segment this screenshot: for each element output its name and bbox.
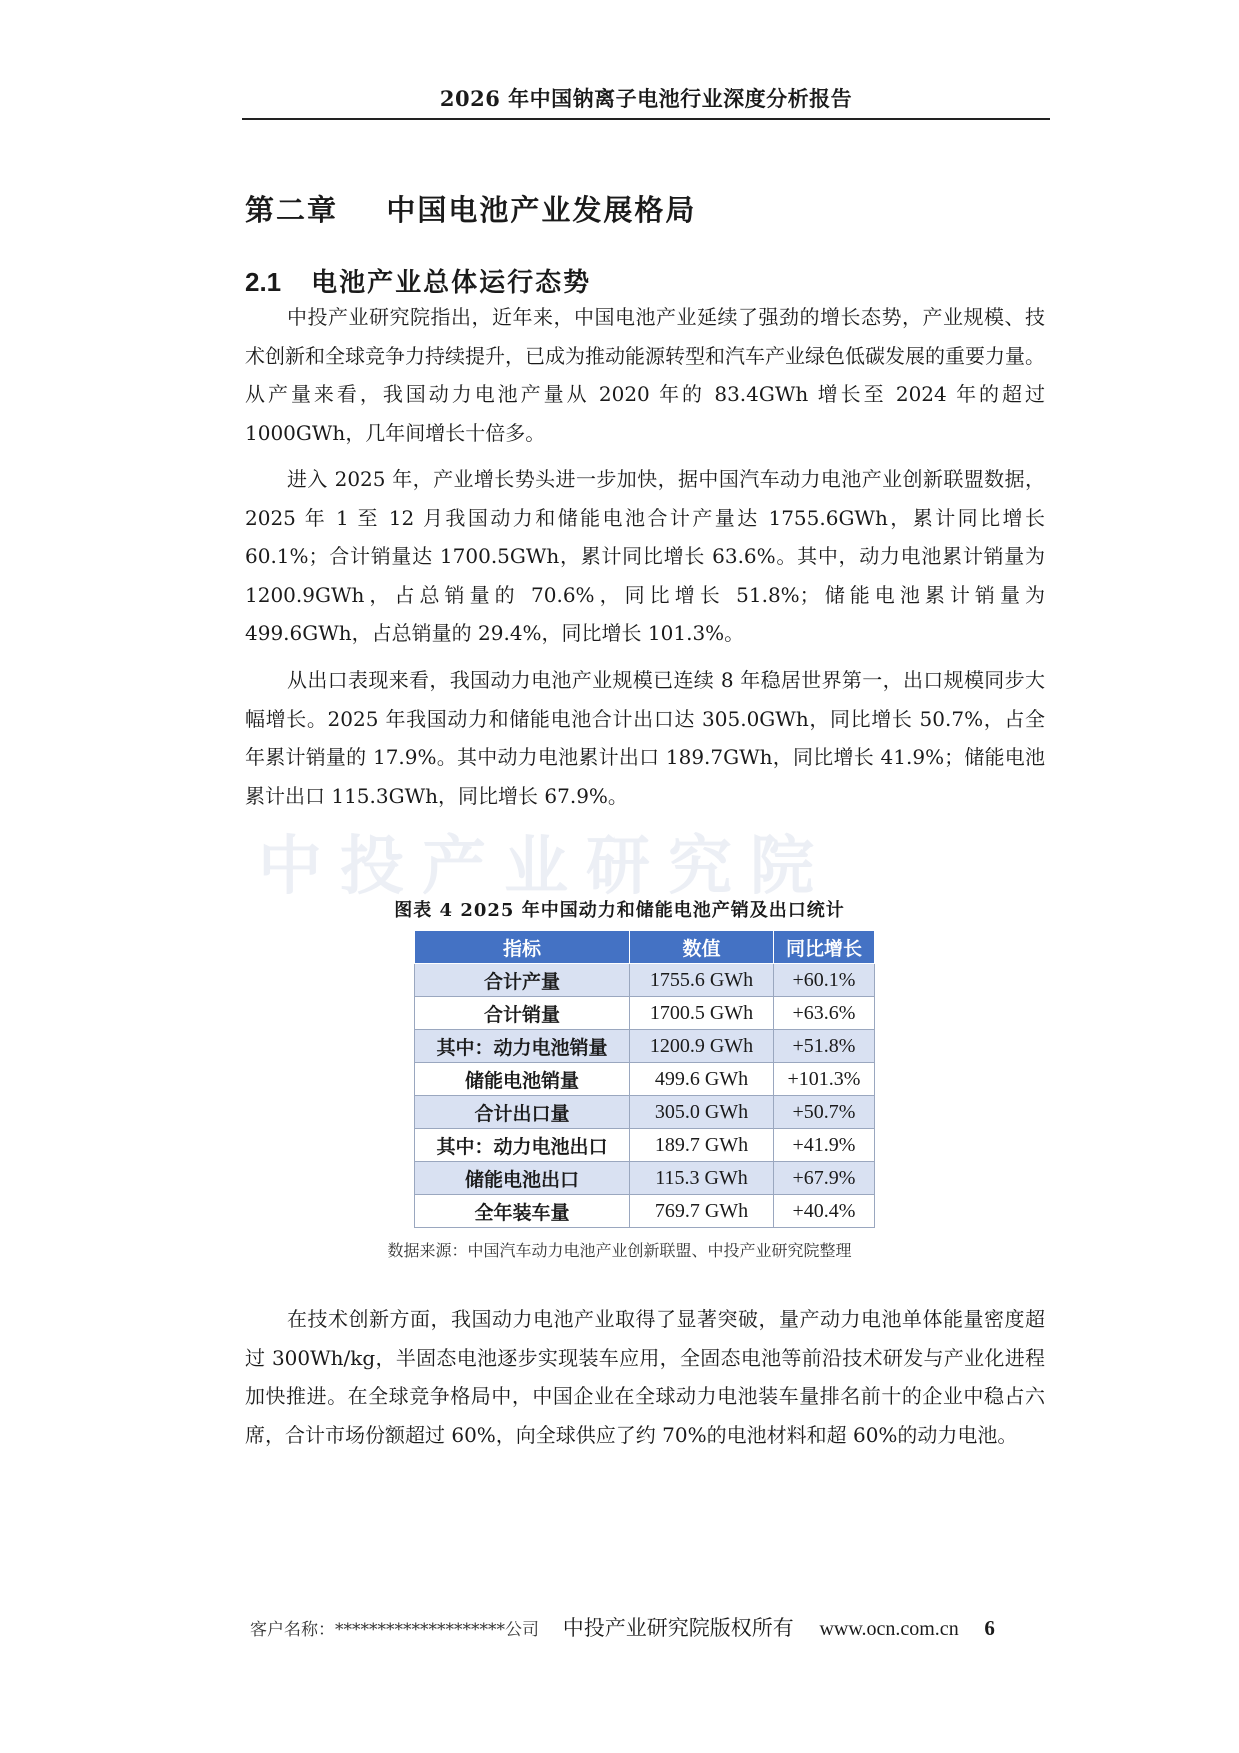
row-yoy: +101.3% — [774, 1063, 875, 1096]
row-value: 499.6 GWh — [630, 1063, 774, 1096]
table-row — [415, 1162, 875, 1195]
paragraph-1: 中投产业研究院指出，近年来，中国电池产业延续了强劲的增长态势，产业规模、技术创新和全球竞争力持续提升，已成为推动能源转型和汽车产业绿色低碳发展的重要力量。从产量来看，我国动力电池产量从 2020 年的 83.4GWh 增长至 2024 年的超过 1000GWh，几年间增长十倍多。 — [245, 305, 1045, 445]
report-title: 2026 年中国钠离子电池行业深度分析报告 — [439, 86, 853, 111]
table-row — [415, 1063, 875, 1096]
section-title: 电池产业总体运行态势 — [311, 268, 592, 298]
section-heading — [245, 262, 591, 299]
row-label: 合计产量 — [415, 964, 630, 997]
table-row — [415, 997, 875, 1030]
row-value: 1700.5 GWh — [630, 997, 774, 1030]
row-yoy: +40.4% — [774, 1195, 875, 1228]
table-header-row — [415, 931, 875, 964]
table-row — [415, 1030, 875, 1063]
row-value: 1200.9 GWh — [630, 1030, 774, 1063]
page-footer — [250, 1612, 995, 1642]
row-label: 储能电池出口 — [415, 1162, 630, 1195]
table-row — [415, 1129, 875, 1162]
row-yoy: +50.7% — [774, 1096, 875, 1129]
row-yoy: +67.9% — [774, 1162, 875, 1195]
row-yoy: +60.1% — [774, 964, 875, 997]
row-value: 1755.6 GWh — [630, 964, 774, 997]
row-value: 305.0 GWh — [630, 1096, 774, 1129]
paragraph-3: 从出口表现来看，我国动力电池产业规模已连续 8 年稳居世界第一，出口规模同步大幅增长。2025 年我国动力和储能电池合计出口达 305.0GWh，同比增长 50.7%，占全年累计销量的 17.9%。其中动力电池累计出口 189.7GWh，同比增长 41.9%；储能电池累计出口 115.3GWh，同比增长 67.9%。 — [245, 668, 1045, 808]
table-row — [415, 964, 875, 997]
page-header — [242, 82, 1050, 120]
header-yoy: 同比增长 — [774, 931, 875, 964]
row-value: 189.7 GWh — [630, 1129, 774, 1162]
row-label: 合计销量 — [415, 997, 630, 1030]
page-number: 6 — [984, 1616, 995, 1640]
figure-caption: 图表 4 2025 年中国动力和储能电池产销及出口统计 — [394, 900, 845, 921]
row-label: 其中：动力电池销量 — [415, 1030, 630, 1063]
row-value: 769.7 GWh — [630, 1195, 774, 1228]
section-number: 2.1 — [245, 267, 282, 297]
row-label: 全年装车量 — [415, 1195, 630, 1228]
row-label: 合计出口量 — [415, 1096, 630, 1129]
row-yoy: +63.6% — [774, 997, 875, 1030]
watermark: 中投产业研究院 — [258, 830, 832, 904]
stats-table — [414, 930, 875, 1228]
table-row — [415, 1195, 875, 1228]
table-row — [415, 1096, 875, 1129]
footer-client: 客户名称：********************公司 — [250, 1620, 539, 1640]
paragraph-4: 在技术创新方面，我国动力电池产业取得了显著突破，量产动力电池单体能量密度超过 300Wh/kg，半固态电池逐步实现装车应用，全固态电池等前沿技术研发与产业化进程加快推进。在全球竞争格局中，中国企业在全球动力电池装车量排名前十的企业中稳占六席，合计市场份额超过 60%，向全球供应了约 70%的电池材料和超 60%的动力电池。 — [245, 1307, 1045, 1447]
row-label: 其中：动力电池出口 — [415, 1129, 630, 1162]
row-yoy: +51.8% — [774, 1030, 875, 1063]
header-value: 数值 — [630, 931, 774, 964]
header-indicator: 指标 — [415, 931, 630, 964]
row-yoy: +41.9% — [774, 1129, 875, 1162]
row-label: 储能电池销量 — [415, 1063, 630, 1096]
footer-copyright: 中投产业研究院版权所有 — [562, 1616, 794, 1640]
row-value: 115.3 GWh — [630, 1162, 774, 1195]
data-source: 数据来源：中国汽车动力电池产业创新联盟、中投产业研究院整理 — [387, 1241, 852, 1260]
footer-url: www.ocn.com.cn — [819, 1618, 959, 1640]
paragraph-2: 进入 2025 年，产业增长势头进一步加快，据中国汽车动力电池产业创新联盟数据，2025 年 1 至 12 月我国动力和储能电池合计产量达 1755.6GWh，累计同比增长 60.1%；合计销量达 1700.5GWh，累计同比增长 63.6%。其中，动力电池累计销量为 1200.9GWh，占总销量的 70.6%，同比增长 51.8%；储能电池累计销量为 499.6GWh，占总销量的 29.4%，同比增长 101.3%。 — [245, 467, 1045, 645]
chapter-title: 第二章 中国电池产业发展格局 — [245, 193, 697, 227]
